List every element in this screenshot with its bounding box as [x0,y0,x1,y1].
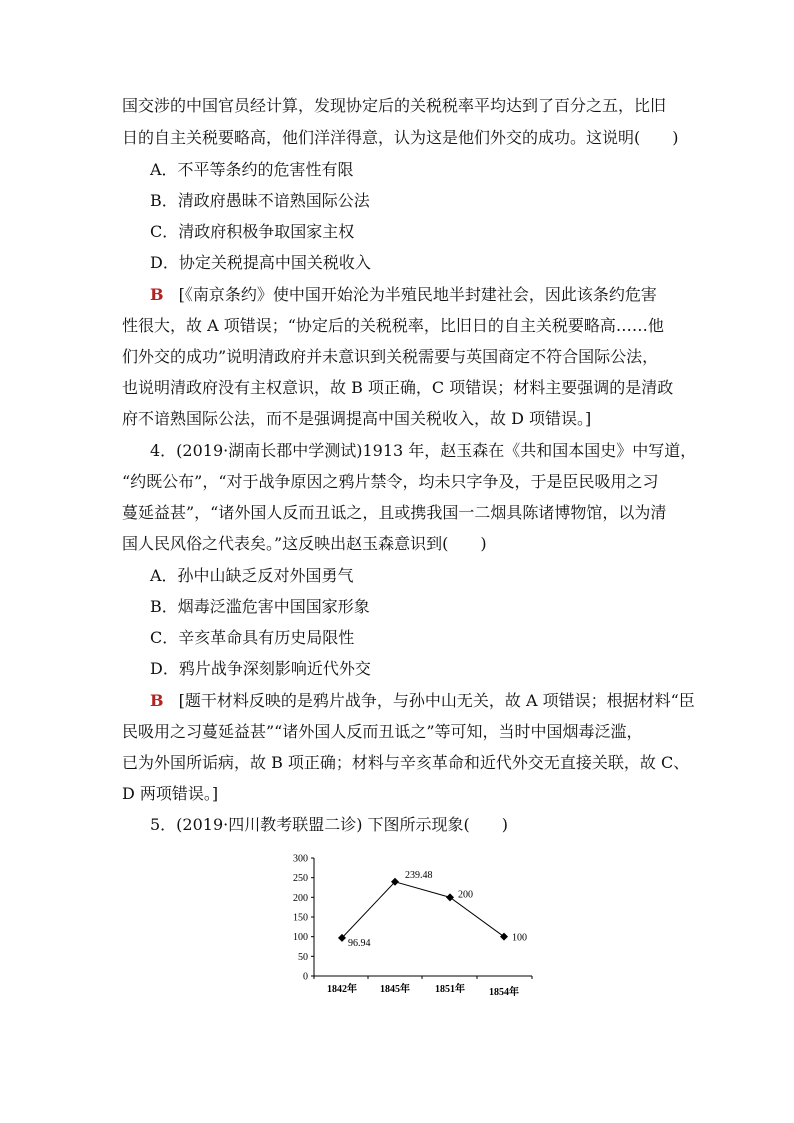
x-tick-label: 1851年 [435,984,465,995]
q4-option-c: C．辛亥革命具有历史局限性 [150,628,355,647]
q3-option-c: C．清政府积极争取国家主权 [150,222,355,241]
data-label: 239.48 [405,869,433,881]
data-point-marker [446,893,454,901]
q4-option-b: B．烟毒泛滥危害中国国家形象 [150,597,370,616]
x-tick-label: 1842年 [327,984,357,995]
x-tick-label: 1845年 [380,984,410,995]
q3-explanation-line-2: 性很大，故 A 项错误；“协定后的关税税率，比旧日的自主关税要略高……他 [122,316,664,335]
y-tick-label: 100 [293,932,308,944]
y-tick-label: 250 [293,873,308,885]
data-point-marker [500,933,508,941]
q4-explanation-text-1: [题干材料反映的是鸦片战争，与孙中山无关，故 A 项错误；根据材料“臣 [178,691,695,710]
q3-option-b: B．清政府愚昧不谙熟国际公法 [150,191,370,210]
y-tick-label: 200 [293,892,308,904]
q4-option-d: D．鸦片战争深刻影响近代外交 [150,659,371,678]
q4-explanation-line-1 [150,691,695,711]
series-line [342,882,504,938]
y-tick-label: 300 [293,853,308,865]
q4-option-a: A．孙中山缺乏反对外国勇气 [150,566,354,585]
q4-explanation-line-2: 民吸用之习蔓延益甚”“诸外国人反而丑诋之”等可知，当时中国烟毒泛滥， [122,722,643,741]
y-tick-label: 50 [298,951,308,963]
q4-stem-line-3: 蔓延益甚”，“诸外国人反而丑诋之，且或携我国一二烟具陈诸博物馆，以为清 [122,503,667,522]
q3-stem-line-2: 日的自主关税要略高，他们洋洋得意，认为这是他们外交的成功。这说明( ) [122,128,679,147]
q5-stem: 5．(2019·四川教考联盟二诊) 下图所示现象( ) [150,815,509,834]
q3-explanation-line-1 [150,285,657,305]
q4-answer-letter: B [150,691,164,710]
data-label: 100 [512,932,527,944]
y-tick-label: 150 [293,912,308,924]
q4-stem-line-1: 4．(2019·湖南长郡中学测试)1913 年，赵玉森在《共和国本国史》中写道， [150,441,697,460]
q3-option-d: D．协定关税提高中国关税收入 [150,253,371,272]
q4-stem-line-2: “约既公布”，“对于战争原因之鸦片禁令，均未只字争及，于是臣民吸用之习 [122,472,659,491]
q4-explanation-line-4: D 两项错误。] [122,784,219,803]
q3-option-a: A．不平等条约的危害性有限 [150,160,354,179]
q4-stem-line-4: 国人民风俗之代表矣。”这反映出赵玉森意识到( ) [122,534,487,553]
q4-explanation-line-3: 已为外国所诟病，故 B 项正确；材料与辛亥革命和近代外交无直接关联，故 C、 [122,753,690,772]
q3-explanation-line-3: 们外交的成功”说明清政府并未意识到关税需要与英国商定不符合国际公法， [122,347,659,366]
line-chart [280,848,540,1003]
q3-explanation-text-1: [《南京条约》使中国开始沦为半殖民地半封建社会，因此该条约危害 [178,285,657,304]
q3-stem-line-1: 国交涉的中国官员经计算，发现协定后的关税税率平均达到了百分之五，比旧 [122,96,667,115]
q3-answer-letter: B [150,285,164,304]
y-tick-label: 0 [303,971,308,983]
data-label: 96.94 [348,937,371,949]
q3-explanation-line-4: 也说明清政府没有主权意识，故 B 项正确，C 项错误；材料主要强调的是清政 [122,378,674,397]
q3-explanation-line-5: 府不谙熟国际公法，而不是强调提高中国关税收入，故 D 项错误。] [122,409,592,428]
x-tick-label: 1854年 [489,987,519,998]
data-label: 200 [458,889,473,901]
